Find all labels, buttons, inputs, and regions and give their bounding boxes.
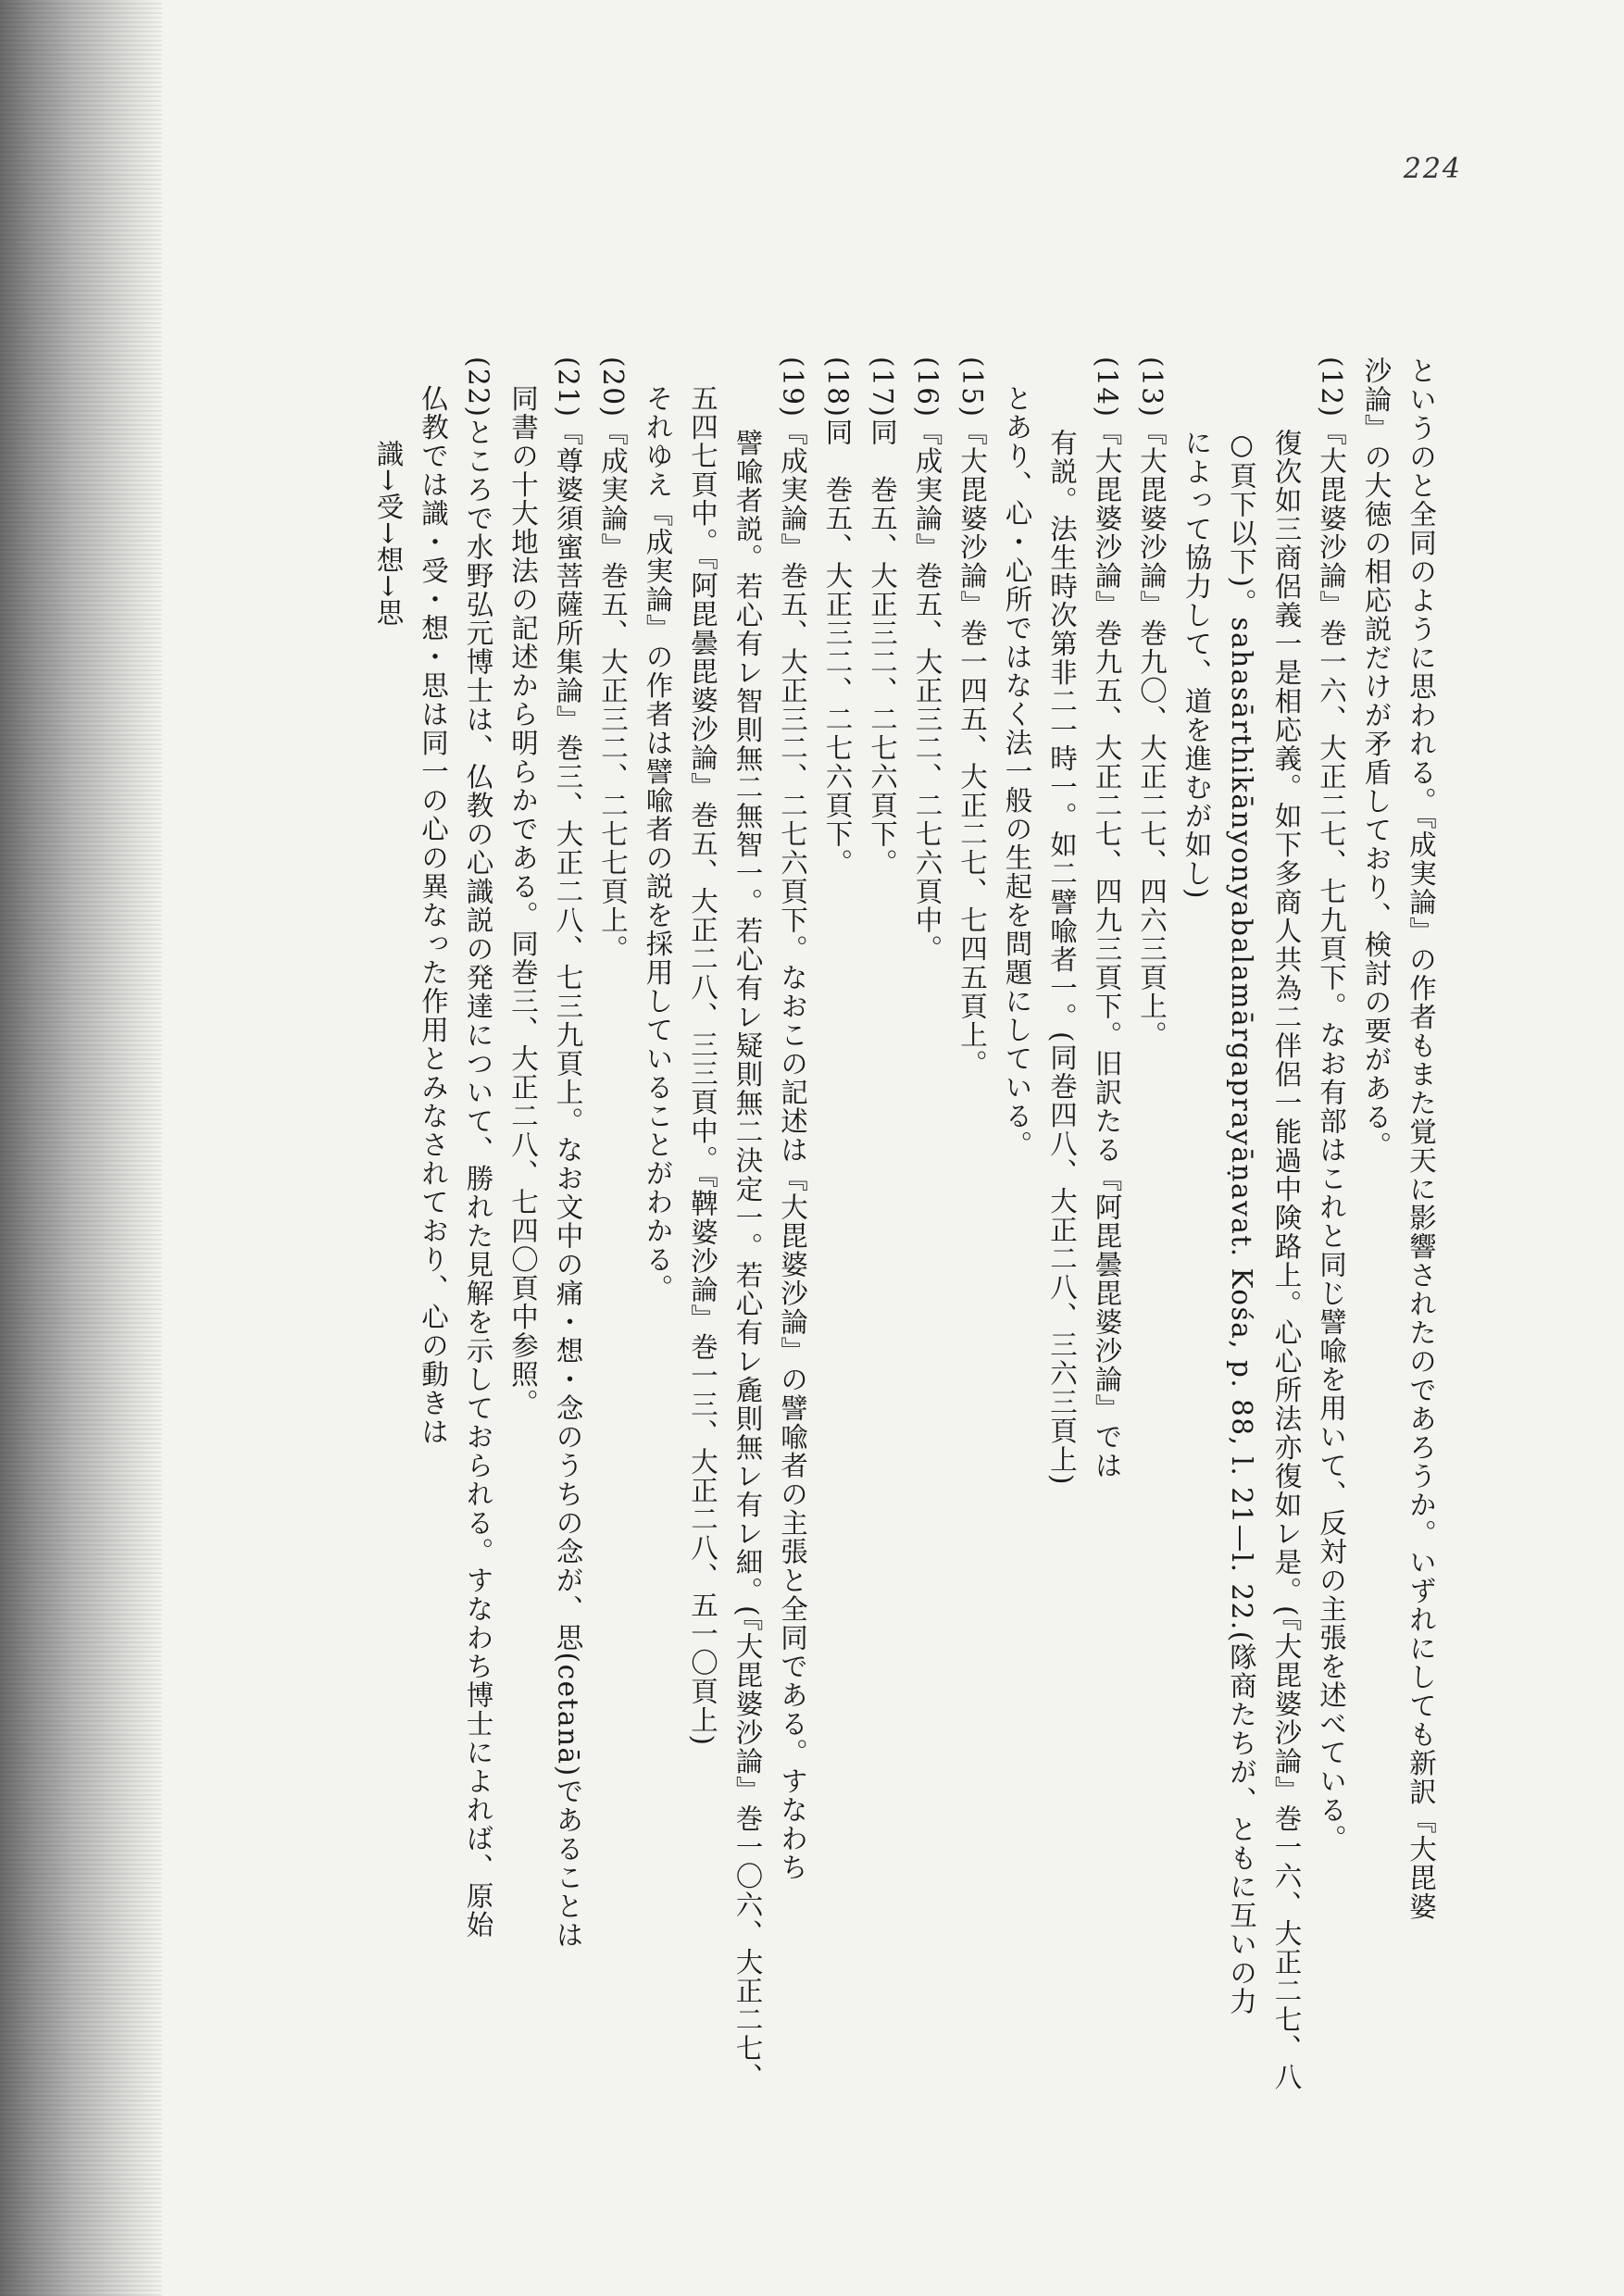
text-line: (14)『大毘婆沙論』巻九五、大正二七、四九三頁下。旧訳たる『阿毘曇毘婆沙論』では bbox=[1091, 356, 1123, 1480]
text-line: (16)『成実論』巻五、大正三二、二七六頁中。 bbox=[911, 356, 943, 964]
text-line: 沙論』の大徳の相応説だけが矛盾しており、検討の要がある。 bbox=[1360, 356, 1393, 1160]
text-line: 識→受→想→思 bbox=[372, 440, 405, 628]
text-line: (21)『尊婆須蜜菩薩所集論』巻三、大正二八、七三九頁上。なお文中の痛・想・念のうちの念が、思(cetanā)であることは bbox=[552, 356, 584, 1950]
text-line: というのと全同のように思われる。『成実論』の作者もまた覚天に影響されたのであろうか。いずれにしても新訳『大毘婆 bbox=[1405, 356, 1437, 1922]
scan-shadow bbox=[0, 0, 162, 2296]
text-line: によって協力して、道を進むが如し) bbox=[1181, 429, 1213, 901]
text-line: ○頁下以下)。sahasārthikānyonyabalamārgaprayāṇavat. Kośa, p. 88, l. 21—l. 22.(隊商たちが、ともに互いの力 bbox=[1226, 429, 1257, 2016]
text-line: (13)『大毘婆沙論』巻九〇、大正二七、四六三頁上。 bbox=[1136, 356, 1168, 1050]
text-line: 有説。法生時次第非二一時一。如二譬喩者一。(同巻四八、大正二八、三六三頁上) bbox=[1046, 429, 1078, 1487]
text-line: 同書の十大地法の記述から明らかである。同巻三、大正二八、七四〇頁中参照。 bbox=[507, 384, 539, 1417]
text-line: (20)『成実論』巻五、大正三二、二七七頁上。 bbox=[597, 356, 629, 964]
text-line: 五四七頁中。『阿毘曇毘婆沙論』巻五、大正二八、三三頁中。『鞞婆沙論』巻一三、大正二八、五一〇頁上) bbox=[687, 384, 718, 1747]
text-line: とあり、心・心所ではなく法一般の生起を問題にしている。 bbox=[1001, 384, 1033, 1159]
text-line: (17)同 巻五、大正三二、二七六頁下。 bbox=[867, 356, 898, 878]
text-line: 仏教では識・受・想・思は同一の心の異なった作用とみなされており、心の動きは bbox=[418, 384, 449, 1446]
text-line: (12)『大毘婆沙論』巻一六、大正二七、七九頁下。なお有部はこれと同じ譬喩を用いて、反対の主張を述べている。 bbox=[1316, 356, 1347, 1853]
text-line: (18)同 巻五、大正三二、二七六頁下。 bbox=[821, 356, 854, 878]
text-line: (15)『大毘婆沙論』巻一四五、大正二七、七四五頁上。 bbox=[956, 356, 988, 1079]
text-line: 譬喩者説。若心有レ智則無二無智一。若心有レ疑則無二決定一。若心有レ麁則無レ有レ細。(『大毘婆沙論』巻一〇六、大正二七、 bbox=[731, 429, 764, 2092]
text-line: (22)ところで水野弘元博士は、仏教の心識説の発達について、勝れた見解を示しておられる。すなわち博士によれば、原始 bbox=[462, 356, 494, 1940]
text-line: 復次如三商侶義一是相応義。如下多商人共為二伴侶一能過中険路上。心心所法亦復如レ是。(『大毘婆沙論』巻一六、大正二七、八 bbox=[1270, 429, 1303, 2092]
page-number: 224 bbox=[1403, 153, 1462, 185]
text-line: それゆえ『成実論』の作者は譬喩者の説を採用していることがわかる。 bbox=[642, 384, 674, 1303]
text-line: (19)『成実論』巻五、大正三二、二七六頁下。なおこの記述は『大毘婆沙論』の譬喩者の主張と全同である。すなわち bbox=[777, 356, 808, 1882]
footnote-text bbox=[366, 356, 1443, 2092]
